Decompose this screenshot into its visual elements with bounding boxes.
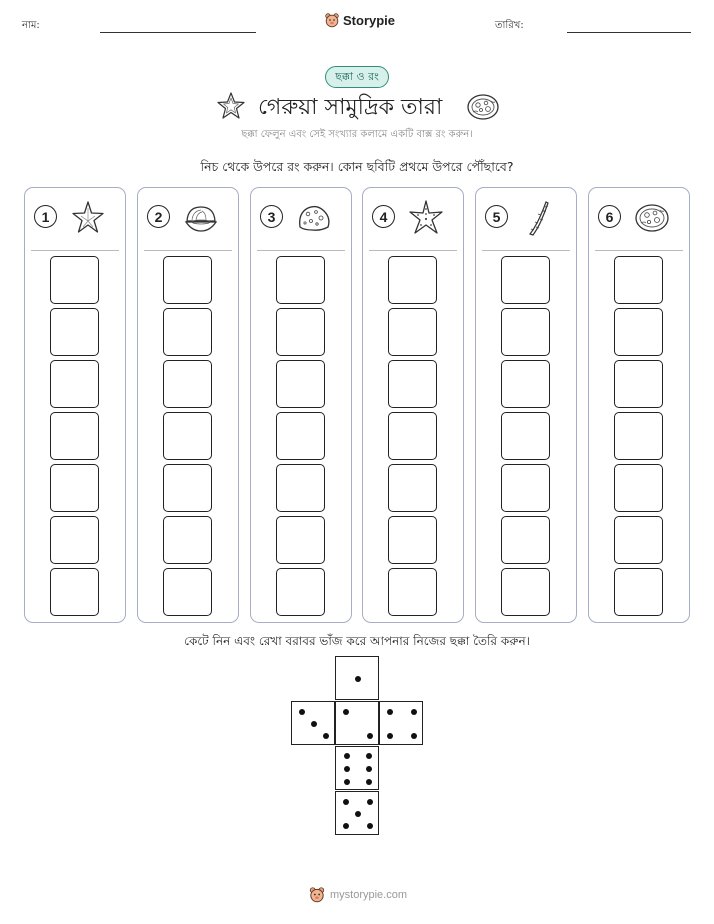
column-3 (250, 187, 352, 623)
cut-instruction: কেটে নিন এবং রেখা বরাবর ভাঁজ করে আপনার নিজের ছক্কা তৈরি করুন। (184, 634, 530, 648)
color-box[interactable] (276, 360, 325, 408)
starfish-icon (69, 199, 107, 237)
brand-logo (325, 13, 395, 28)
column-4 (362, 187, 464, 623)
die-face-six (335, 746, 379, 790)
column-5 (475, 187, 577, 623)
color-box[interactable] (501, 256, 550, 304)
color-box[interactable] (388, 464, 437, 512)
color-box[interactable] (50, 412, 99, 460)
die-net[interactable] (290, 656, 424, 836)
color-box[interactable] (388, 360, 437, 408)
color-box[interactable] (163, 464, 212, 512)
color-box[interactable] (614, 360, 663, 408)
color-box[interactable] (614, 464, 663, 512)
color-box[interactable] (501, 412, 550, 460)
die-face-one (335, 656, 379, 700)
brand-name: Storypie (343, 13, 396, 28)
color-box[interactable] (276, 464, 325, 512)
kelp-icon (520, 199, 558, 237)
column-number: 4 (372, 205, 395, 228)
column-1 (24, 187, 126, 623)
color-box[interactable] (501, 516, 550, 564)
column-number: 1 (34, 205, 57, 228)
column-number: 2 (147, 205, 170, 228)
color-box[interactable] (614, 568, 663, 616)
color-box[interactable] (163, 568, 212, 616)
color-box[interactable] (614, 412, 663, 460)
footer-url[interactable]: mystorypie.com (330, 889, 408, 901)
color-box[interactable] (50, 256, 99, 304)
die-face-five (335, 791, 379, 835)
color-box[interactable] (163, 308, 212, 356)
die-face-three (291, 701, 335, 745)
column-6 (588, 187, 690, 623)
spotted-rock-icon (295, 199, 333, 237)
color-box[interactable] (501, 308, 550, 356)
die-face-two (335, 701, 379, 745)
color-box[interactable] (50, 308, 99, 356)
color-box[interactable] (50, 516, 99, 564)
color-box[interactable] (50, 568, 99, 616)
date-label: তারিখ: (495, 20, 524, 31)
color-box[interactable] (276, 568, 325, 616)
color-box[interactable] (501, 464, 550, 512)
ochre-sea-star-icon (407, 199, 445, 237)
color-box[interactable] (163, 360, 212, 408)
color-box[interactable] (501, 360, 550, 408)
color-box[interactable] (276, 308, 325, 356)
tide-pool-icon (633, 199, 671, 237)
color-box[interactable] (388, 256, 437, 304)
name-label: নাম: (22, 20, 40, 31)
tide-pool-icon (466, 92, 500, 122)
color-box[interactable] (276, 256, 325, 304)
footer (309, 887, 407, 903)
color-box[interactable] (388, 412, 437, 460)
bear-logo-icon (309, 887, 325, 903)
name-line[interactable] (100, 32, 256, 33)
color-box[interactable] (276, 412, 325, 460)
color-box[interactable] (163, 516, 212, 564)
color-box[interactable] (50, 360, 99, 408)
column-number: 3 (260, 205, 283, 228)
activity-badge: ছক্কা ও রং (325, 66, 389, 88)
color-box[interactable] (163, 256, 212, 304)
clam-shell-icon (182, 199, 220, 237)
page-title: গেরুয়া সামুদ্রিক তারা (258, 95, 443, 120)
bear-logo-icon (325, 13, 339, 28)
column-2 (137, 187, 239, 623)
star-outline-icon (216, 91, 246, 121)
page-subtitle: ছক্কা ফেলুন এবং সেই সংখ্যার কলামে একটি বাক্স রং করুন। (241, 129, 473, 140)
color-box[interactable] (388, 308, 437, 356)
color-box[interactable] (388, 568, 437, 616)
color-box[interactable] (276, 516, 325, 564)
column-number: 6 (598, 205, 621, 228)
die-face-four (379, 701, 423, 745)
color-box[interactable] (614, 308, 663, 356)
color-box[interactable] (388, 516, 437, 564)
game-instruction: নিচ থেকে উপরে রং করুন। কোন ছবিটি প্রথমে উপরে পৌঁছাবে? (200, 159, 514, 174)
color-box[interactable] (50, 464, 99, 512)
color-box[interactable] (614, 256, 663, 304)
date-line[interactable] (567, 32, 691, 33)
color-box[interactable] (163, 412, 212, 460)
color-box[interactable] (614, 516, 663, 564)
column-number: 5 (485, 205, 508, 228)
color-box[interactable] (501, 568, 550, 616)
